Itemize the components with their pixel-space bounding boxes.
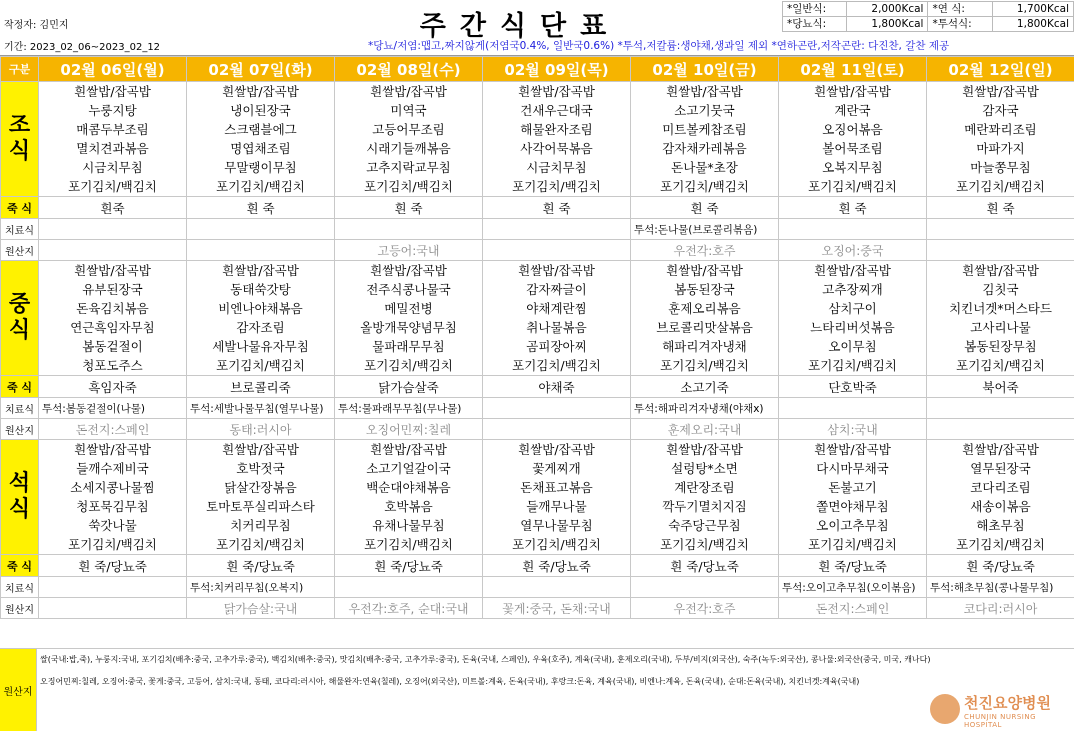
lunch-juk-row — [1, 376, 1074, 398]
origin-cell: 돈전지:스페인 — [39, 419, 187, 440]
breakfast-label — [1, 82, 39, 197]
menu-item: 감자짜글이 — [483, 280, 630, 299]
menu-item: 돈불고기 — [779, 478, 926, 497]
breakfast-day-cell — [631, 82, 779, 197]
origin-cell: 우전각:호주 — [631, 598, 779, 619]
lunch-day-cell — [631, 261, 779, 376]
dinner-day-cell — [631, 440, 779, 555]
footer-origin-label: 원산지 — [0, 649, 37, 731]
juk-cell: 흰죽 — [39, 197, 187, 219]
menu-item: 감자채카레볶음 — [631, 139, 778, 158]
menu-item: 흰쌀밥/잡곡밥 — [779, 82, 926, 101]
breakfast-therapy-row — [1, 219, 1074, 240]
juk-cell: 흰 죽 — [779, 197, 927, 219]
kcal-value: 1,800Kcal — [847, 17, 928, 32]
origin-cell — [39, 598, 187, 619]
menu-item: 매콤두부조림 — [39, 120, 186, 139]
menu-item: 들깨수제비국 — [39, 459, 186, 478]
menu-item: 청포묵김무침 — [39, 497, 186, 516]
menu-item: 돈나물*초장 — [631, 158, 778, 177]
day-header: 02월 09일(목) — [483, 57, 631, 82]
juk-cell: 소고기죽 — [631, 376, 779, 398]
menu-item: 흰쌀밥/잡곡밥 — [779, 261, 926, 280]
menu-item: 오복지무침 — [779, 158, 926, 177]
therapy-cell — [927, 398, 1074, 419]
menu-item: 동태쑥갓탕 — [187, 280, 334, 299]
origin-cell: 동태:러시아 — [187, 419, 335, 440]
juk-cell: 흰 죽/당뇨죽 — [187, 555, 335, 577]
menu-item: 소세지콩나물찜 — [39, 478, 186, 497]
origin-cell — [39, 240, 187, 261]
breakfast-origin-row — [1, 240, 1074, 261]
origin-cell: 오징어민찌:칠레 — [335, 419, 483, 440]
day-header: 02월 07일(화) — [187, 57, 335, 82]
menu-item: 계란국 — [779, 101, 926, 120]
therapy-cell — [335, 219, 483, 240]
therapy-cell — [779, 398, 927, 419]
menu-item: 포기김치/백김치 — [779, 177, 926, 196]
breakfast-label-char: 식 — [1, 139, 38, 165]
menu-item: 소고기뭇국 — [631, 101, 778, 120]
day-header-row — [1, 57, 1074, 82]
menu-item: 유부된장국 — [39, 280, 186, 299]
menu-item: 흰쌀밥/잡곡밥 — [779, 440, 926, 459]
menu-item: 흰쌀밥/잡곡밥 — [39, 261, 186, 280]
menu-item: 물파래무무침 — [335, 337, 482, 356]
menu-item: 봄동겉절이 — [39, 337, 186, 356]
menu-item: 쫄면야채무침 — [779, 497, 926, 516]
origin-cell — [483, 419, 631, 440]
menu-item: 흰쌀밥/잡곡밥 — [187, 440, 334, 459]
menu-item: 흰쌀밥/잡곡밥 — [631, 440, 778, 459]
menu-item: 흰쌀밥/잡곡밥 — [187, 261, 334, 280]
menu-item: 포기김치/백김치 — [335, 356, 482, 375]
menu-item: 흰쌀밥/잡곡밥 — [631, 82, 778, 101]
menu-item: 설렁탕*소면 — [631, 459, 778, 478]
menu-item: 오징어볶음 — [779, 120, 926, 139]
origin-cell — [187, 240, 335, 261]
diet-notes: *당뇨/저염:맵고,짜지않게(저염국0.4%, 일반국0.6%) *투석,저칼륨:생야채,생과일 제외 *연하곤란,저작곤란: 다진찬, 갈찬 제공 — [368, 38, 1068, 53]
menu-item: 포기김치/백김치 — [483, 535, 630, 554]
lunch-label-char: 중 — [1, 292, 38, 318]
juk-label: 죽 식 — [1, 197, 39, 219]
menu-item: 오이고추무침 — [779, 516, 926, 535]
breakfast-juk-row — [1, 197, 1074, 219]
menu-item: 포기김치/백김치 — [779, 356, 926, 375]
menu-item: 계란장조림 — [631, 478, 778, 497]
juk-cell: 흰 죽 — [187, 197, 335, 219]
header-gu: 구분 — [1, 57, 39, 82]
menu-item: 포기김치/백김치 — [335, 535, 482, 554]
breakfast-day-cell — [927, 82, 1074, 197]
menu-item: 시래기들깨볶음 — [335, 139, 482, 158]
breakfast-day-cell — [779, 82, 927, 197]
menu-item: 누룽지탕 — [39, 101, 186, 120]
menu-item: 포기김치/백김치 — [483, 177, 630, 196]
menu-item: 미역국 — [335, 101, 482, 120]
therapy-cell — [483, 398, 631, 419]
origin-cell: 우전각:호주 — [631, 240, 779, 261]
logo-subtitle: CHUNJIN NURSING HOSPITAL — [964, 713, 1070, 729]
menu-item: 유채나물무침 — [335, 516, 482, 535]
juk-cell: 흰 죽/당뇨죽 — [39, 555, 187, 577]
menu-item: 흰쌀밥/잡곡밥 — [483, 82, 630, 101]
menu-item: 흰쌀밥/잡곡밥 — [335, 440, 482, 459]
origin-footer — [0, 648, 1074, 732]
breakfast-day-cell — [39, 82, 187, 197]
logo-name: 천진요양병원 — [964, 692, 1051, 713]
lunch-label-char: 식 — [1, 318, 38, 344]
menu-item: 열무나물무침 — [483, 516, 630, 535]
juk-cell: 흰 죽 — [927, 197, 1074, 219]
page-header — [0, 0, 1074, 56]
lunch-day-cell — [39, 261, 187, 376]
period: 기간: 2023_02_06~2023_02_12 — [4, 38, 160, 53]
lunch-day-cell — [187, 261, 335, 376]
origin-label: 원산지 — [1, 419, 39, 440]
juk-cell: 흰 죽/당뇨죽 — [335, 555, 483, 577]
menu-item: 토마토푸실리파스타 — [187, 497, 334, 516]
menu-item: 포기김치/백김치 — [483, 356, 630, 375]
calorie-table — [782, 1, 1074, 32]
menu-item: 포기김치/백김치 — [187, 535, 334, 554]
dinner-therapy-row — [1, 577, 1074, 598]
therapy-cell — [483, 577, 631, 598]
menu-item: 브로콜리맛살볶음 — [631, 318, 778, 337]
origin-label: 원산지 — [1, 598, 39, 619]
menu-item: 호박젓국 — [187, 459, 334, 478]
menu-item: 명엽채조림 — [187, 139, 334, 158]
menu-item: 봄동된장무침 — [927, 337, 1074, 356]
juk-cell: 흰 죽/당뇨죽 — [631, 555, 779, 577]
kcal-label: *일반식: — [783, 2, 847, 17]
juk-cell: 브로콜리죽 — [187, 376, 335, 398]
dinner-label-char: 석 — [1, 471, 38, 497]
menu-item: 봄동된장국 — [631, 280, 778, 299]
breakfast-label-char: 조 — [1, 113, 38, 139]
menu-item: 곰피장아찌 — [483, 337, 630, 356]
menu-item: 호박볶음 — [335, 497, 482, 516]
menu-item: 들깨무나물 — [483, 497, 630, 516]
lunch-day-cell — [927, 261, 1074, 376]
tree-icon — [930, 694, 960, 724]
lunch-row — [1, 261, 1074, 376]
menu-item: 세발나물유자무침 — [187, 337, 334, 356]
lunch-therapy-row — [1, 398, 1074, 419]
menu-item: 흰쌀밥/잡곡밥 — [927, 82, 1074, 101]
juk-cell: 단호박죽 — [779, 376, 927, 398]
menu-item: 포기김치/백김치 — [187, 177, 334, 196]
therapy-cell: 투석:치커리무침(오복지) — [187, 577, 335, 598]
juk-cell: 흑임자죽 — [39, 376, 187, 398]
menu-item: 사각어묵볶음 — [483, 139, 630, 158]
menu-item: 닭살간장볶음 — [187, 478, 334, 497]
menu-item: 포기김치/백김치 — [39, 177, 186, 196]
menu-item: 포기김치/백김치 — [779, 535, 926, 554]
menu-item: 포기김치/백김치 — [631, 356, 778, 375]
menu-item: 느타리버섯볶음 — [779, 318, 926, 337]
footer-origin-line-1: 쌀(국내:밥,죽), 누룽지:국내, 포기김치(배추:중국, 고추가루:중국), 백김치(배추:중국), 맛김치(배추:중국, 고추가루:중국), 돈육(국내, 스페인), 우육(호주), 계육(국내), 훈제오리(국내), 두부/비지(외국산), 숙주(녹두:외국산), 콩나물:외국산(중국, 미국, 캐나다) — [40, 654, 931, 665]
origin-cell: 고등어:국내 — [335, 240, 483, 261]
juk-cell: 야채죽 — [483, 376, 631, 398]
origin-cell: 훈제오리:국내 — [631, 419, 779, 440]
menu-item: 마늘쫑무침 — [927, 158, 1074, 177]
therapy-label: 치료식 — [1, 398, 39, 419]
menu-item: 소고기얼갈이국 — [335, 459, 482, 478]
kcal-value: 1,800Kcal — [992, 17, 1073, 32]
menu-item: 흰쌀밥/잡곡밥 — [335, 261, 482, 280]
menu-item: 고등어무조림 — [335, 120, 482, 139]
therapy-cell — [39, 577, 187, 598]
menu-item: 쑥갓나물 — [39, 516, 186, 535]
menu-item: 돈육김치볶음 — [39, 299, 186, 318]
menu-item: 꽃게찌개 — [483, 459, 630, 478]
menu-item: 다시마무채국 — [779, 459, 926, 478]
menu-item: 흰쌀밥/잡곡밥 — [927, 261, 1074, 280]
menu-item: 포기김치/백김치 — [927, 177, 1074, 196]
menu-item: 오이무침 — [779, 337, 926, 356]
therapy-cell: 투석:물파래무무침(무나물) — [335, 398, 483, 419]
menu-item: 김칫국 — [927, 280, 1074, 299]
menu-item: 청포도주스 — [39, 356, 186, 375]
menu-item: 치킨너겟*머스타드 — [927, 299, 1074, 318]
therapy-cell — [631, 577, 779, 598]
menu-item: 흰쌀밥/잡곡밥 — [39, 82, 186, 101]
origin-cell: 꽃게:중국, 돈채:국내 — [483, 598, 631, 619]
dinner-row — [1, 440, 1074, 555]
juk-cell: 북어죽 — [927, 376, 1074, 398]
therapy-label: 치료식 — [1, 577, 39, 598]
menu-item: 흰쌀밥/잡곡밥 — [483, 261, 630, 280]
menu-item: 냉이된장국 — [187, 101, 334, 120]
origin-cell: 돈전지:스페인 — [779, 598, 927, 619]
therapy-cell — [483, 219, 631, 240]
dinner-day-cell — [779, 440, 927, 555]
day-header: 02월 06일(월) — [39, 57, 187, 82]
menu-item: 무말랭이무침 — [187, 158, 334, 177]
menu-item: 감자국 — [927, 101, 1074, 120]
hospital-logo — [930, 692, 1070, 728]
menu-item: 돈채표고볶음 — [483, 478, 630, 497]
menu-table — [0, 56, 1074, 619]
origin-cell: 코다리:러시아 — [927, 598, 1074, 619]
day-header: 02월 12일(일) — [927, 57, 1074, 82]
origin-label: 원산지 — [1, 240, 39, 261]
dinner-day-cell — [483, 440, 631, 555]
origin-cell — [483, 240, 631, 261]
juk-cell: 흰 죽 — [483, 197, 631, 219]
origin-cell: 우전각:호주, 순대:국내 — [335, 598, 483, 619]
kcal-label: *투석식: — [928, 17, 992, 32]
breakfast-day-cell — [483, 82, 631, 197]
menu-item: 포기김치/백김치 — [335, 177, 482, 196]
breakfast-day-cell — [335, 82, 483, 197]
day-header: 02월 08일(수) — [335, 57, 483, 82]
dinner-day-cell — [335, 440, 483, 555]
kcal-label: *연 식: — [928, 2, 992, 17]
therapy-cell: 투석:해파리겨자냉채(야채x) — [631, 398, 779, 419]
menu-item: 숙주당근무침 — [631, 516, 778, 535]
therapy-cell — [39, 219, 187, 240]
menu-item: 흰쌀밥/잡곡밥 — [335, 82, 482, 101]
menu-item: 백순대야채볶음 — [335, 478, 482, 497]
menu-item: 올방개묵양념무침 — [335, 318, 482, 337]
therapy-cell: 투석:오이고추무침(오이볶음) — [779, 577, 927, 598]
therapy-cell: 투석:해초무침(콩나물무침) — [927, 577, 1074, 598]
menu-item: 해초무침 — [927, 516, 1074, 535]
lunch-origin-row — [1, 419, 1074, 440]
menu-item: 메란꽈리조림 — [927, 120, 1074, 139]
menu-item: 야채계란찜 — [483, 299, 630, 318]
menu-item: 전주식콩나물국 — [335, 280, 482, 299]
lunch-label — [1, 261, 39, 376]
page-title: 주간식단표 — [380, 4, 660, 43]
dinner-origin-row — [1, 598, 1074, 619]
menu-item: 해물완자조림 — [483, 120, 630, 139]
footer-origin-line-2: 오징어민찌:칠레, 오징어:중국, 꽃게:중국, 고등어, 삼치:국내, 동태, 코다리:러시아, 해물완자:연육(칠레), 오징어(외국산), 미트볼:계육, 돈육(국내), 후랑크:돈육, 계육(국내), 비엔나:계육, 돈육(국내), 순대:돈육(국내), 치킨너겟:계육(국내) — [40, 676, 859, 687]
therapy-cell: 투석:돈나물(브로콜리볶음) — [631, 219, 779, 240]
dinner-label — [1, 440, 39, 555]
dinner-label-char: 식 — [1, 497, 38, 523]
menu-item: 포기김치/백김치 — [927, 356, 1074, 375]
menu-item: 마파가지 — [927, 139, 1074, 158]
juk-cell: 흰 죽/당뇨죽 — [779, 555, 927, 577]
lunch-day-cell — [483, 261, 631, 376]
kcal-label: *당뇨식: — [783, 17, 847, 32]
origin-cell: 오징어:중국 — [779, 240, 927, 261]
menu-item: 감자조림 — [187, 318, 334, 337]
juk-cell: 닭가슴살죽 — [335, 376, 483, 398]
origin-cell — [927, 240, 1074, 261]
dinner-day-cell — [187, 440, 335, 555]
menu-item: 시금치무침 — [483, 158, 630, 177]
juk-cell: 흰 죽/당뇨죽 — [927, 555, 1074, 577]
origin-cell — [927, 419, 1074, 440]
day-header: 02월 10일(금) — [631, 57, 779, 82]
lunch-day-cell — [779, 261, 927, 376]
menu-item: 코다리조림 — [927, 478, 1074, 497]
dinner-juk-row — [1, 555, 1074, 577]
menu-item: 볼어묵조림 — [779, 139, 926, 158]
menu-item: 깍두기멸치지짐 — [631, 497, 778, 516]
therapy-cell — [779, 219, 927, 240]
menu-item: 스크램블에그 — [187, 120, 334, 139]
menu-item: 새송이볶음 — [927, 497, 1074, 516]
therapy-cell — [187, 219, 335, 240]
lunch-day-cell — [335, 261, 483, 376]
juk-cell: 흰 죽/당뇨죽 — [483, 555, 631, 577]
juk-label: 죽 식 — [1, 376, 39, 398]
therapy-cell: 투석:봄동겉절이(나물) — [39, 398, 187, 419]
menu-item: 비엔나야채볶음 — [187, 299, 334, 318]
menu-item: 훈제오리볶음 — [631, 299, 778, 318]
menu-item: 삼치구이 — [779, 299, 926, 318]
day-header: 02월 11일(토) — [779, 57, 927, 82]
menu-item: 미트볼케찹조림 — [631, 120, 778, 139]
therapy-label: 치료식 — [1, 219, 39, 240]
menu-item: 시금치무침 — [39, 158, 186, 177]
menu-item: 열무된장국 — [927, 459, 1074, 478]
menu-item: 연근흑임자무침 — [39, 318, 186, 337]
menu-item: 해파리겨자냉채 — [631, 337, 778, 356]
kcal-value: 2,000Kcal — [847, 2, 928, 17]
menu-item: 고추장찌개 — [779, 280, 926, 299]
juk-cell: 흰 죽 — [631, 197, 779, 219]
menu-item: 흰쌀밥/잡곡밥 — [483, 440, 630, 459]
breakfast-day-cell — [187, 82, 335, 197]
menu-item: 포기김치/백김치 — [927, 535, 1074, 554]
menu-item: 포기김치/백김치 — [187, 356, 334, 375]
menu-item: 흰쌀밥/잡곡밥 — [631, 261, 778, 280]
therapy-cell: 투석:세발나물무침(열무나물) — [187, 398, 335, 419]
menu-item: 흰쌀밥/잡곡밥 — [927, 440, 1074, 459]
origin-cell: 삼치:국내 — [779, 419, 927, 440]
dinner-day-cell — [39, 440, 187, 555]
menu-item: 포기김치/백김치 — [631, 177, 778, 196]
menu-item: 건새우근대국 — [483, 101, 630, 120]
menu-item: 포기김치/백김치 — [39, 535, 186, 554]
therapy-cell — [335, 577, 483, 598]
kcal-value: 1,700Kcal — [992, 2, 1073, 17]
origin-cell: 닭가슴살:국내 — [187, 598, 335, 619]
therapy-cell — [927, 219, 1074, 240]
menu-item: 치커리무침 — [187, 516, 334, 535]
menu-item: 흰쌀밥/잡곡밥 — [39, 440, 186, 459]
menu-item: 취나물볶음 — [483, 318, 630, 337]
juk-cell: 흰 죽 — [335, 197, 483, 219]
menu-item: 고추지락교무침 — [335, 158, 482, 177]
menu-item: 포기김치/백김치 — [631, 535, 778, 554]
menu-item: 메밀전병 — [335, 299, 482, 318]
menu-item: 고사리나물 — [927, 318, 1074, 337]
author: 작정자: 김민지 — [4, 16, 69, 31]
menu-item: 멸치견과볶음 — [39, 139, 186, 158]
menu-item: 흰쌀밥/잡곡밥 — [187, 82, 334, 101]
dinner-day-cell — [927, 440, 1074, 555]
breakfast-row — [1, 82, 1074, 197]
juk-label: 죽 식 — [1, 555, 39, 577]
